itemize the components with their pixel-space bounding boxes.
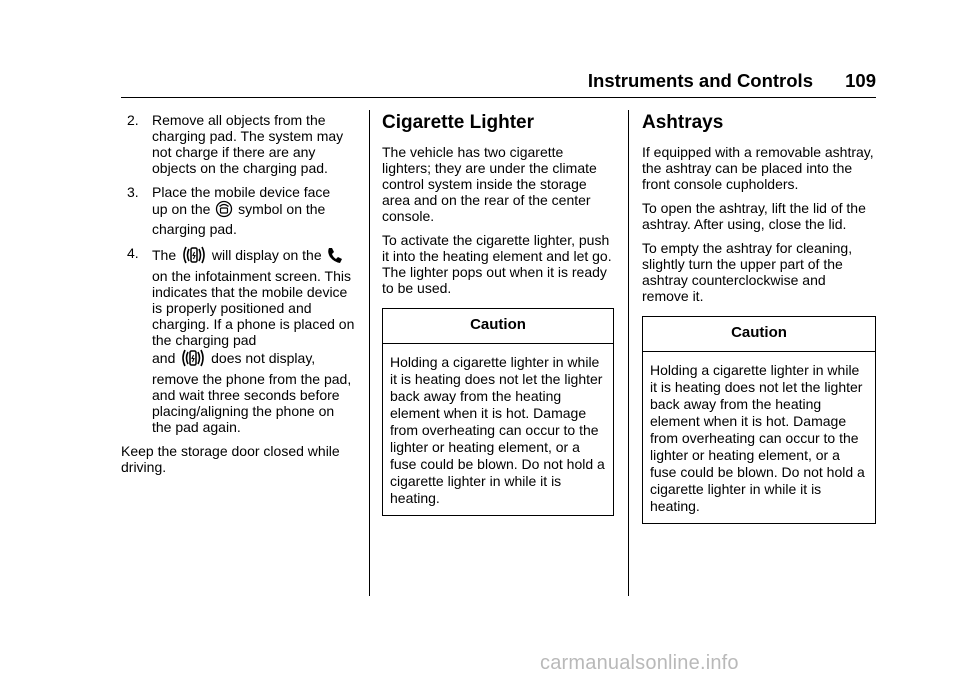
step-number: 4. bbox=[127, 245, 139, 261]
caution-title: Caution bbox=[383, 309, 613, 344]
phone-charging-icon bbox=[180, 348, 206, 371]
step-text: Remove all objects from the charging pad. The system may not charge if there are any objects on the charging pad. bbox=[152, 112, 344, 176]
caution-box bbox=[382, 308, 614, 516]
step-text: on the infotainment screen. This indicates that the mobile device is properly positioned and charging. If a phone is placed on the charging pad bbox=[152, 268, 355, 348]
charging-pad-icon bbox=[215, 200, 233, 221]
section-heading: Ashtrays bbox=[642, 112, 724, 133]
paragraph: To empty the ashtray for cleaning, slightly turn the upper part of the ashtray counterclockwise and remove it. bbox=[642, 240, 853, 304]
step-text: The bbox=[152, 247, 177, 264]
caution-title: Caution bbox=[643, 317, 875, 352]
step-text: does not display, bbox=[211, 350, 316, 367]
phone-charging-icon bbox=[181, 245, 207, 268]
step-text: up on the bbox=[152, 201, 211, 218]
step-3 bbox=[121, 184, 357, 237]
step-text: symbol on the bbox=[238, 201, 326, 218]
caution-text: Holding a cigarette lighter in while it is heating does not let the lighter back away from the heating element when it is hot. Damage from overheating can occur to the lighter or heating element, or a fuse could be blown. Do not hold a cigarette lighter in while it is heating. bbox=[390, 354, 605, 506]
caution-text: Holding a cigarette lighter in while it is heating does not let the lighter back away from the heating element when it is hot. Damage from overheating can occur to the lighter or heating element, or a fuse could be blown. Do not hold a cigarette lighter in while it is heating. bbox=[650, 362, 865, 514]
step-number: 2. bbox=[127, 112, 139, 128]
paragraph: If equipped with a removable ashtray, the ashtray can be placed into the front console cupholders. bbox=[642, 144, 874, 192]
paragraph: To open the ashtray, lift the lid of the ashtray. After using, close the lid. bbox=[642, 200, 866, 232]
paragraph: To activate the cigarette lighter, push it into the heating element and let go. The lighter pops out when it is ready to be used. bbox=[382, 232, 612, 296]
right-column bbox=[642, 108, 876, 524]
step-4 bbox=[121, 245, 357, 435]
step-2 bbox=[121, 112, 357, 176]
step-text: and bbox=[152, 350, 176, 367]
closing-paragraph: Keep the storage door closed while driving. bbox=[121, 443, 340, 475]
section-heading: Cigarette Lighter bbox=[382, 112, 535, 133]
middle-column bbox=[382, 108, 614, 516]
column-divider-2 bbox=[628, 110, 629, 596]
section-title: Instruments and Controls bbox=[587, 70, 813, 91]
left-column bbox=[121, 112, 357, 483]
watermark: carmanualsonline.info bbox=[540, 652, 739, 674]
step-text: remove the phone from the pad, and wait three seconds before placing/aligning the phone on the pad again. bbox=[152, 371, 352, 435]
paragraph: The vehicle has two cigarette lighters; they are under the climate control system inside the storage area and on the rear of the center console. bbox=[382, 144, 597, 224]
page-number: 109 bbox=[845, 70, 876, 91]
step-number: 3. bbox=[127, 184, 139, 200]
header-divider bbox=[121, 97, 876, 98]
caution-box bbox=[642, 316, 876, 524]
step-text: charging pad. bbox=[152, 221, 237, 237]
phone-handset-icon bbox=[327, 246, 343, 267]
step-text: Place the mobile device face bbox=[152, 184, 331, 200]
column-divider-1 bbox=[369, 110, 370, 596]
step-text: will display on the bbox=[211, 247, 322, 264]
